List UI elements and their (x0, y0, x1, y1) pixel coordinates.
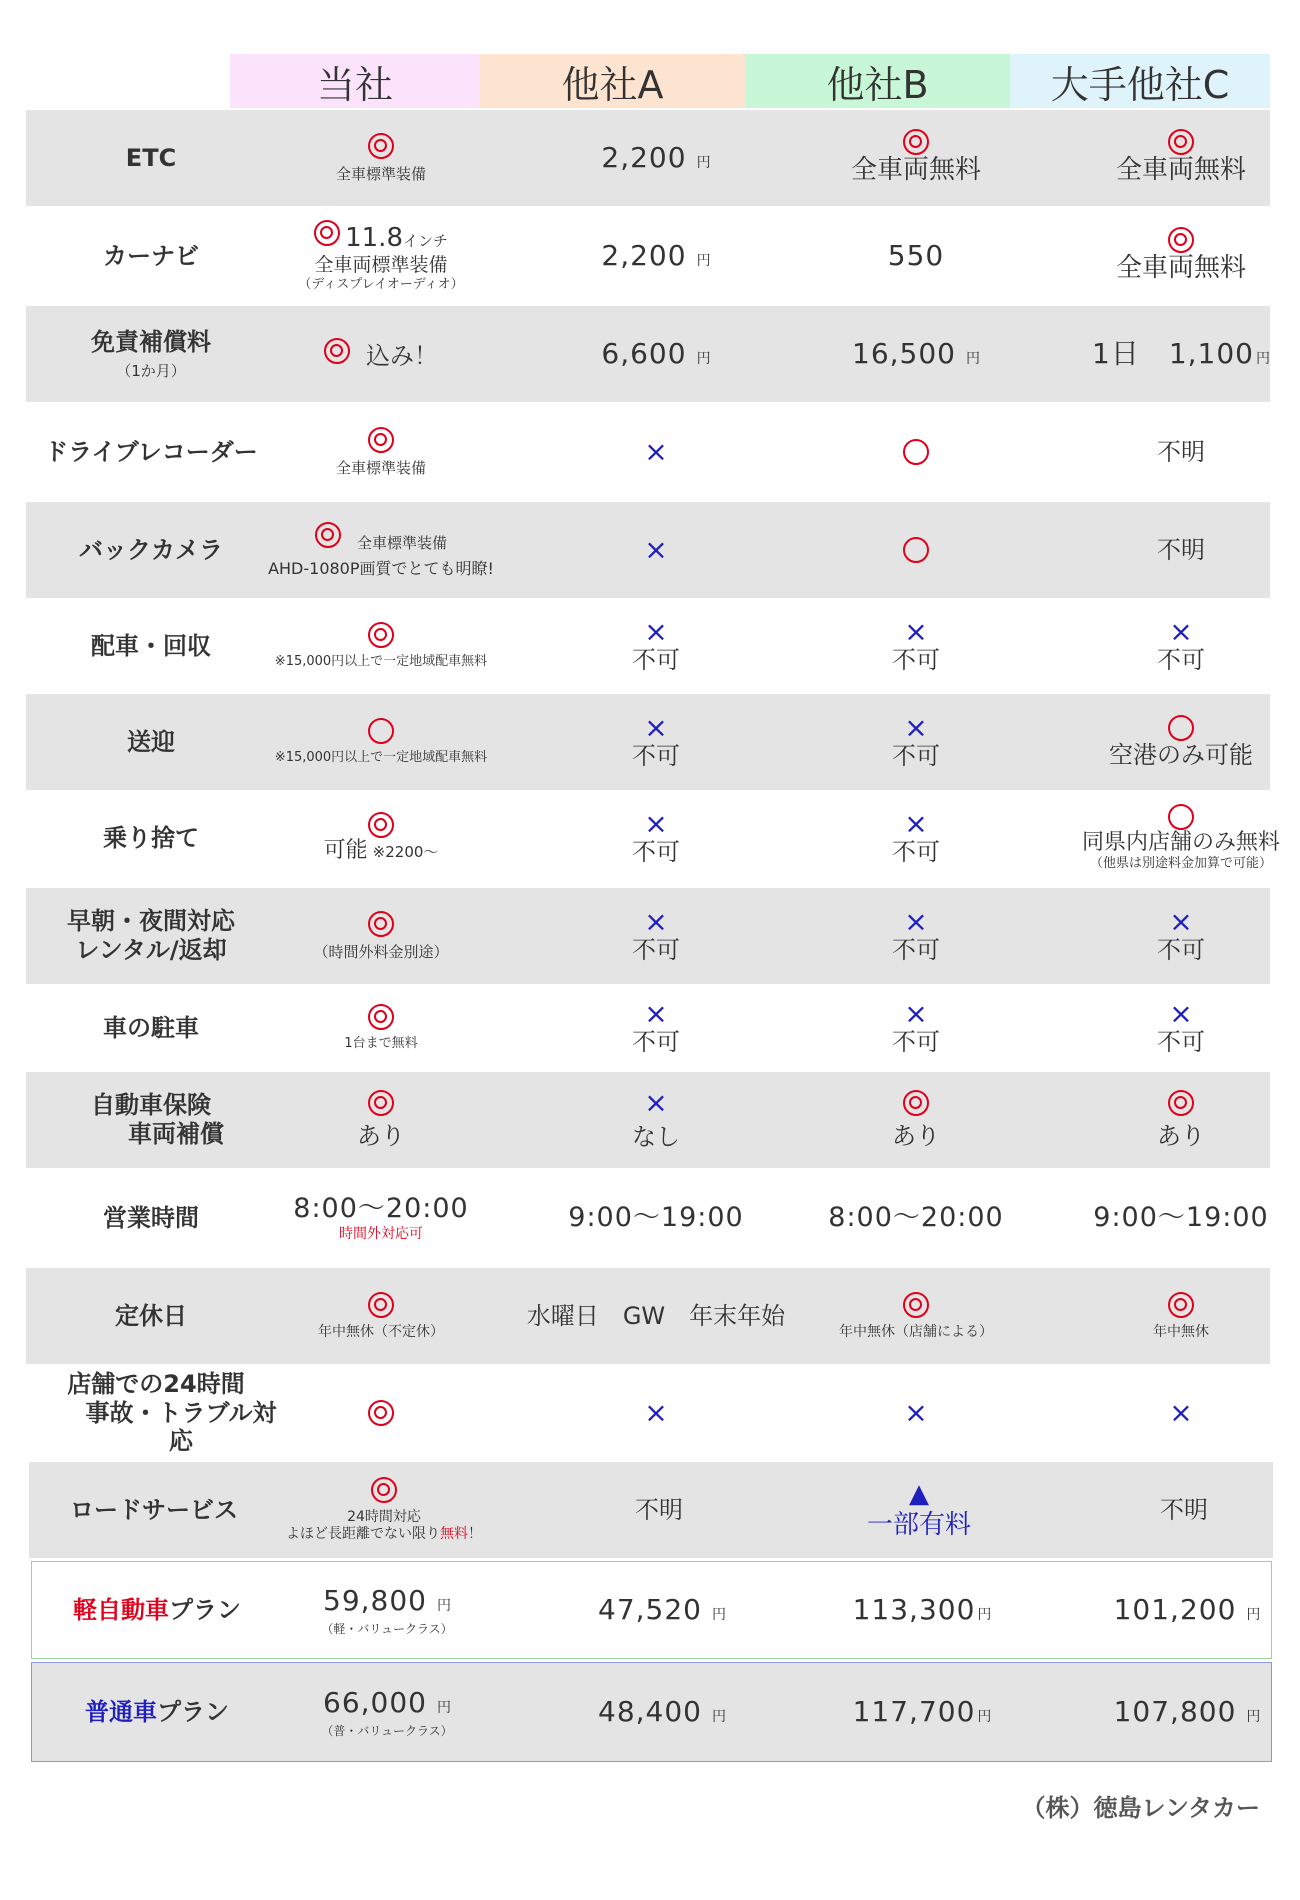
row-norisute: 乗り捨て 可能 ※2200～ × 不可 × 不可 同県内店舗のみ無料 （他県は別途料金加算で可能） (26, 792, 1270, 884)
circle-icon (903, 439, 929, 465)
row-souchou: 早朝・夜間対応 レンタル/返却 （時間外料金別途） × 不可 × 不可 × 不可 (26, 888, 1270, 984)
cross-icon: × (644, 806, 668, 840)
header-tousha: 当社 (230, 54, 480, 108)
row-parking: 車の駐車 1台まで無料 × 不可 × 不可 × 不可 (103, 996, 1205, 1056)
row-menseki: 免責補償料 （1か月） 込み！ 6,600 円 16,500 円 1日 1,100 円 (26, 306, 1270, 402)
double-circle-icon (368, 1090, 394, 1116)
cross-icon: × (644, 1085, 668, 1119)
double-circle-icon (368, 427, 394, 453)
circle-icon (1168, 804, 1194, 830)
double-circle-icon (368, 1004, 394, 1030)
double-circle-icon (1168, 1090, 1194, 1116)
double-circle-icon (368, 133, 394, 159)
row-haisha: 配車・回収 ※15,000円以上で一定地域配車無料 × 不可 × 不可 × 不可 (91, 614, 1205, 674)
triangle-icon: ▲ (909, 1478, 929, 1509)
double-circle-icon (903, 1090, 929, 1116)
cross-icon: × (1169, 1396, 1193, 1429)
cross-icon: × (904, 904, 928, 938)
cross-icon: × (1169, 996, 1193, 1030)
row-sougei: 送迎 ※15,000円以上で一定地域配車無料 × 不可 × 不可 空港のみ可能 (26, 694, 1270, 790)
cross-icon: × (1169, 614, 1193, 648)
row-backcam: バックカメラ 全車標準装備 AHD-1080P画質でとても明瞭! × 不明 (26, 502, 1270, 598)
cross-icon: × (904, 710, 928, 744)
header-company-b: 他社B (745, 54, 1010, 108)
double-circle-icon (1168, 129, 1194, 155)
company-name: （株）徳島レンタカー (1021, 1794, 1260, 1822)
double-circle-icon (1168, 227, 1194, 253)
cross-icon: × (644, 614, 668, 648)
row-24h: 店舗での24時間 事故・トラブル対応 × × × (67, 1369, 1193, 1456)
double-circle-icon (314, 220, 340, 246)
double-circle-icon (324, 338, 350, 364)
cross-icon: × (644, 996, 668, 1030)
cross-icon: × (1169, 904, 1193, 938)
header-company-c: 大手他社C (1010, 54, 1270, 108)
header-company-a: 他社A (480, 54, 745, 108)
row-teikyu: 定休日 年中無休（不定休） 水曜日 GW 年末年始 年中無休（店舗による） 年中無休 (26, 1268, 1270, 1364)
row-futsu-plan: 普通車プラン 66,000 円 （普・バリュークラス） 48,400 円 117,700 円 107,800 円 (31, 1662, 1272, 1762)
double-circle-icon (368, 622, 394, 648)
cross-icon: × (644, 533, 668, 566)
row-eigyo: 営業時間 8:00～20:00 時間外対応可 9:00～19:00 8:00～20:00 9:00～19:00 (103, 1193, 1269, 1242)
cross-icon: × (904, 996, 928, 1030)
double-circle-icon (315, 522, 341, 548)
cross-icon: × (904, 614, 928, 648)
circle-icon (903, 537, 929, 563)
double-circle-icon (368, 1400, 394, 1426)
circle-icon (1168, 715, 1194, 741)
double-circle-icon (371, 1477, 397, 1503)
double-circle-icon (368, 812, 394, 838)
double-circle-icon (903, 129, 929, 155)
double-circle-icon (368, 911, 394, 937)
cross-icon: × (644, 435, 668, 468)
double-circle-icon (1168, 1292, 1194, 1318)
cross-icon: × (644, 1396, 668, 1429)
cross-icon: × (644, 904, 668, 938)
circle-icon (368, 718, 394, 744)
row-recorder: ドライブレコーダー 全車標準装備 × 不明 (26, 404, 1270, 500)
double-circle-icon (903, 1292, 929, 1318)
cross-icon: × (644, 710, 668, 744)
double-circle-icon (368, 1292, 394, 1318)
row-hoken: 自動車保険 車両補償 あり × なし あり あり (26, 1072, 1270, 1168)
row-etc: ETC 全車標準装備 2,200 円 全車両無料 全車両無料 (26, 110, 1270, 206)
cross-icon: × (904, 1396, 928, 1429)
row-kei-plan: 軽自動車プラン 59,800 円 （軽・バリュークラス） 47,520 円 113,300 円 101,200 円 (31, 1561, 1272, 1659)
row-road: ロードサービス 24時間対応 よほど長距離でない限り無料！ 不明 ▲ 一部有料 不明 (29, 1462, 1273, 1558)
cross-icon: × (904, 806, 928, 840)
row-navi: カーナビ 11.8インチ 全車両標準装備 （ディスプレイオーディオ） 2,200 円 550 全車両無料 (26, 208, 1270, 304)
row-label: ETC (125, 143, 177, 172)
